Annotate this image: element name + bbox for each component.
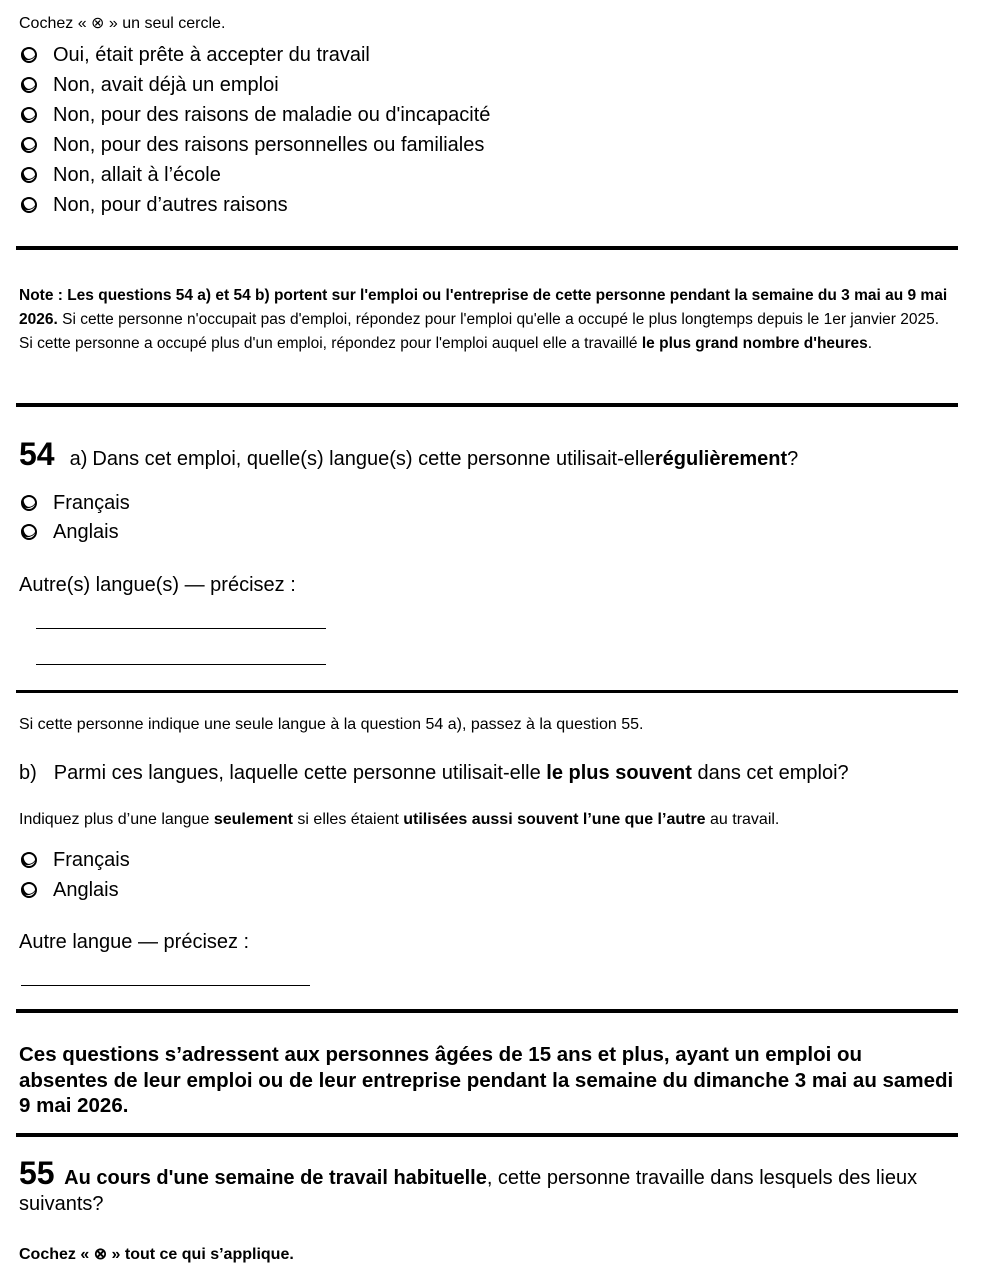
- skip-instruction: Si cette personne indique une seule langue à la question 54 a), passez à la question 55.: [19, 716, 644, 733]
- radio-circle-icon[interactable]: [21, 852, 37, 868]
- option-label: Français: [53, 491, 130, 514]
- option-label: Français: [53, 848, 130, 871]
- radio-circle-icon[interactable]: [21, 167, 37, 183]
- other-languages-label: Autre(s) langue(s) — précisez :: [19, 574, 296, 596]
- radio-circle-icon[interactable]: [21, 137, 37, 153]
- option-label: Oui, était prête à accepter du travail: [53, 43, 370, 66]
- option-school[interactable]: [21, 163, 221, 187]
- other-language-label: Autre langue — précisez :: [19, 931, 250, 953]
- option-54b-english[interactable]: [21, 878, 119, 902]
- option-label: Non, pour des raisons personnelles ou familiales: [53, 133, 485, 156]
- section-divider: [16, 403, 958, 407]
- question-54b-text: Parmi ces langues, laquelle cette personne utilisait-elle: [53, 762, 547, 784]
- instr-text: au travail.: [705, 811, 780, 828]
- note-period: .: [867, 335, 873, 352]
- instr-bold-only: seulement: [213, 811, 293, 828]
- other-language-field-2[interactable]: [36, 664, 326, 665]
- instr-text: Indiquez plus d’une langue: [19, 811, 214, 828]
- question-number: 54: [19, 436, 55, 472]
- option-other-reasons[interactable]: [21, 193, 288, 217]
- option-54b-french[interactable]: [21, 848, 130, 872]
- option-personal-family[interactable]: [21, 133, 484, 157]
- option-label: Non, pour des raisons de maladie ou d'incapacité: [53, 103, 491, 126]
- question-54b-suffix: dans cet emploi?: [691, 762, 849, 784]
- question-54b: [19, 762, 849, 785]
- option-label: Anglais: [53, 878, 119, 901]
- instruction-single-choice: Cochez « ⊗ » un seul cercle.: [19, 15, 226, 32]
- radio-circle-icon[interactable]: [21, 882, 37, 898]
- section-header: Ces questions s’adressent aux personnes âgées de 15 ans et plus, ayant un emploi ou absentes de leur emploi ou de leur entreprise pendant la semaine du dimanche 3 mai au samedi 9 mai 2026.: [19, 1043, 954, 1117]
- option-label: Non, allait à l’école: [53, 163, 221, 186]
- option-54a-english[interactable]: [21, 520, 119, 544]
- question-55-bold: Au cours d'une semaine de travail habituelle: [64, 1167, 487, 1189]
- question-54a-suffix: ?: [787, 448, 799, 470]
- question-55: [19, 1155, 954, 1217]
- note-paragraph: [19, 284, 954, 356]
- option-illness[interactable]: [21, 103, 490, 127]
- radio-circle-icon[interactable]: [21, 524, 37, 540]
- radio-circle-icon[interactable]: [21, 47, 37, 63]
- instruction-check-all: Cochez « ⊗ » tout ce qui s’applique.: [19, 1246, 294, 1263]
- instr-text: si elles étaient: [292, 811, 404, 828]
- question-54a-bold: régulièrement: [654, 448, 788, 470]
- option-54a-french[interactable]: [21, 491, 130, 515]
- question-54b-bold: le plus souvent: [546, 762, 692, 784]
- section-divider: [16, 246, 958, 250]
- question-54b-prefix: b): [19, 762, 37, 784]
- question-54a: [19, 436, 798, 473]
- other-language-field[interactable]: [21, 985, 310, 986]
- option-label: Non, avait déjà un emploi: [53, 73, 279, 96]
- option-label: Anglais: [53, 520, 119, 543]
- radio-circle-icon[interactable]: [21, 107, 37, 123]
- radio-circle-icon[interactable]: [21, 77, 37, 93]
- question-54a-prefix: a): [69, 448, 88, 470]
- radio-circle-icon[interactable]: [21, 495, 37, 511]
- radio-circle-icon[interactable]: [21, 197, 37, 213]
- section-divider: [16, 1009, 958, 1013]
- question-54a-text: Dans cet emploi, quelle(s) langue(s) cette personne utilisait-elle: [92, 448, 655, 470]
- option-had-job[interactable]: [21, 73, 279, 97]
- question-54b-instruction: [19, 811, 779, 829]
- note-bold-most-hours: le plus grand nombre d'heures: [641, 335, 868, 352]
- option-label: Non, pour d’autres raisons: [53, 193, 288, 216]
- instr-bold-equally: utilisées aussi souvent l’une que l’autre: [403, 811, 706, 828]
- question-number: 55: [19, 1155, 55, 1191]
- question-55-text: , cette personne travaille dans lesquels des lieux suivants?: [19, 1167, 918, 1215]
- section-divider: [16, 1133, 958, 1137]
- option-ready-to-work[interactable]: [21, 43, 370, 67]
- note-bold-intro: Note : Les questions 54 a) et 54 b) portent sur l'emploi ou l'entreprise de cette personne pendant la semaine du 3 mai au 9 mai 2026.: [19, 287, 948, 328]
- section-divider: [16, 690, 958, 693]
- other-language-field-1[interactable]: [36, 628, 326, 629]
- note-body: Si cette personne n'occupait pas d'emploi, répondez pour l'emploi qu'elle a occupé le plus longtemps depuis le 1er janvier 2025. Si cette personne a occupé plus d'un emploi, répondez pour l'emploi auquel elle a travaillé: [19, 311, 940, 352]
